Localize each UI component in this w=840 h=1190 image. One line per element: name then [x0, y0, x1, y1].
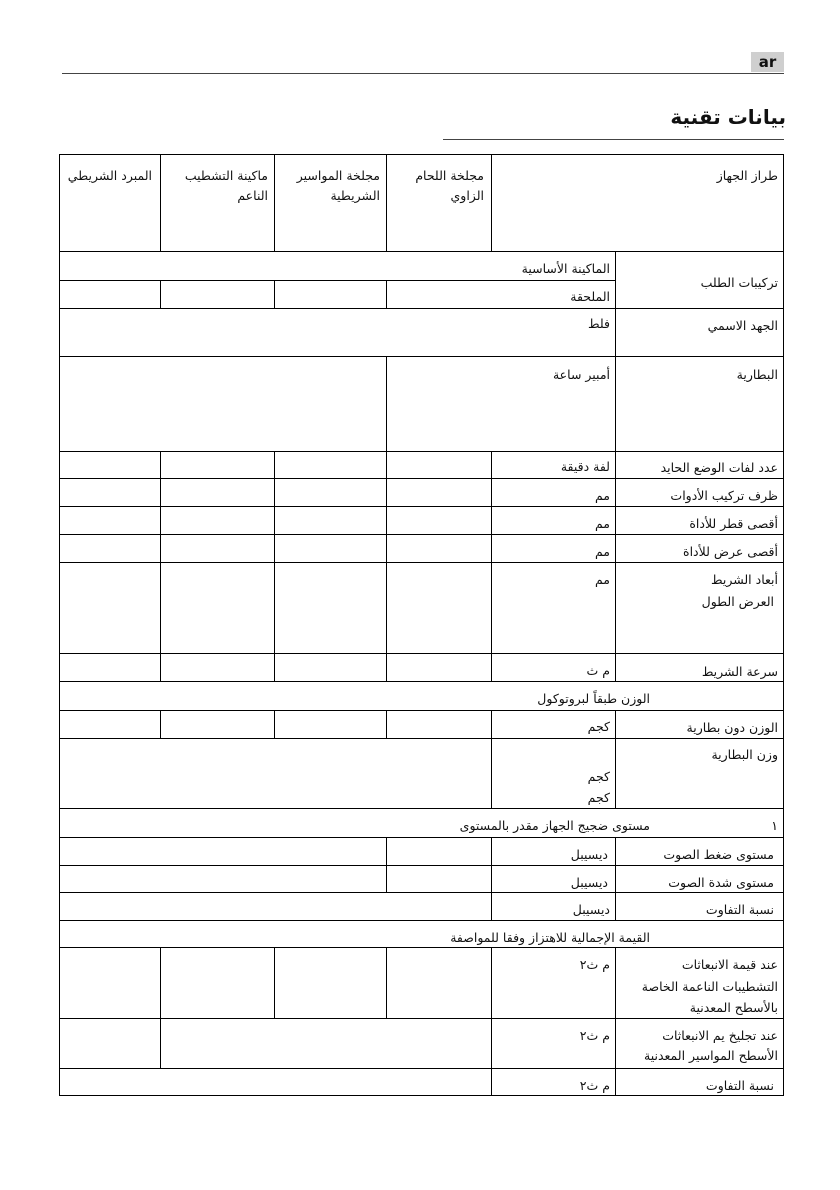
- unit-mm: مم: [594, 488, 610, 503]
- unit-volt: فلط: [588, 316, 610, 331]
- col-divider: [274, 947, 275, 1018]
- label-no-load-speed: عدد لفات الوضع الحايد: [660, 460, 778, 475]
- header-angle-grinder: مجلخة اللحام الزاوي: [415, 168, 484, 203]
- row-divider: [59, 280, 615, 281]
- unit-db: ديسيبل: [570, 847, 608, 862]
- col-divider: [615, 710, 616, 808]
- col-divider: [386, 837, 387, 892]
- row-divider: [59, 947, 784, 948]
- unit-kg: كجم: [587, 769, 610, 784]
- col-divider: [386, 356, 387, 681]
- label-weight-no-battery: الوزن دون بطارية: [686, 720, 778, 735]
- unit-kg: كجم: [587, 790, 610, 805]
- col-divider: [491, 1018, 492, 1096]
- col-divider: [274, 710, 275, 738]
- language-badge: ar: [751, 52, 784, 72]
- col-divider: [615, 947, 616, 1096]
- label-uncertainty: نسبة التفاوت: [705, 1078, 774, 1093]
- noise-index: ١: [771, 818, 778, 833]
- label-vibration-finishing: بالأسطح المعدنية: [689, 1000, 778, 1015]
- row-divider: [59, 837, 784, 838]
- row-divider: [59, 308, 784, 309]
- col-divider: [386, 947, 387, 1018]
- label-battery-weight: وزن البطارية: [711, 747, 778, 762]
- col-divider: [615, 837, 616, 920]
- col-divider: [386, 710, 387, 738]
- label-order-combinations: تركيبات الطلب: [700, 275, 778, 290]
- row-divider: [59, 653, 784, 654]
- col-divider: [274, 451, 275, 681]
- col-divider: [491, 837, 492, 920]
- col-divider: [274, 154, 275, 251]
- row-divider: [59, 808, 784, 809]
- unit-ms2: م ث٢: [579, 957, 610, 972]
- col-divider: [491, 154, 492, 251]
- header-belt-pipe-sander: مجلخة المواسير الشريطية: [296, 168, 380, 203]
- row-divider: [59, 681, 784, 682]
- col-divider: [160, 280, 161, 308]
- unit-m-s: م ث: [586, 663, 610, 678]
- label-weight-procedure: الوزن طبقاً لبروتوكول: [537, 691, 650, 706]
- unit-db: ديسيبل: [572, 902, 610, 917]
- col-divider: [160, 451, 161, 681]
- label-battery: البطارية: [736, 367, 778, 382]
- label-sound-pressure: مستوى ضغط الصوت: [663, 847, 774, 862]
- row-divider: [59, 451, 784, 452]
- col-divider: [160, 154, 161, 251]
- unit-mm: مم: [594, 516, 610, 531]
- unit-rpm: لفة دقيقة: [560, 459, 610, 474]
- label-vibration-pipes: عند تجليخ يم الانبعاثات: [662, 1028, 778, 1043]
- unit-amp-hour: أمبير ساعة: [552, 367, 610, 382]
- col-divider: [160, 710, 161, 738]
- row-divider: [59, 478, 784, 479]
- label-noise-level: مستوى ضجيج الجهاز مقدر بالمستوى: [459, 818, 650, 833]
- label-base-machine: الماكينة الأساسية: [521, 261, 610, 276]
- col-divider: [160, 947, 161, 1018]
- col-divider: [160, 1018, 161, 1068]
- label-belt-speed: سرعة الشريط: [701, 664, 778, 679]
- row-divider: [59, 356, 784, 357]
- col-divider: [491, 710, 492, 808]
- label-max-tool-width: أقصى عرض للأداة: [683, 544, 778, 559]
- col-divider: [615, 251, 616, 681]
- label-max-tool-diameter: أقصى قطر للأداة: [689, 516, 778, 531]
- page-title: بيانات تقنية: [670, 105, 786, 129]
- unit-mm: مم: [594, 544, 610, 559]
- unit-ms2: م ث٢: [579, 1028, 610, 1043]
- row-divider: [59, 1018, 784, 1019]
- col-divider: [386, 154, 387, 251]
- row-divider: [59, 738, 784, 739]
- row-divider: [59, 251, 784, 252]
- label-belt-dimensions: أبعاد الشريط: [710, 572, 778, 587]
- col-divider: [491, 947, 492, 1018]
- title-underline: [443, 139, 784, 140]
- header-belt-file: المبرد الشريطي: [67, 168, 152, 183]
- label-vibration-total: القيمة الإجمالية للاهتزاز وفقا للمواصفة: [450, 930, 650, 945]
- unit-kg: كجم: [587, 719, 610, 734]
- header-device-model: طراز الجهاز: [716, 168, 778, 183]
- spec-table: [59, 154, 784, 1096]
- row-divider: [59, 506, 784, 507]
- row-divider: [59, 562, 784, 563]
- col-divider: [491, 451, 492, 681]
- col-divider: [274, 280, 275, 308]
- label-vibration-finishing: التشطيبات الناعمة الخاصة: [641, 979, 778, 994]
- label-vibration-pipes: الأسطح المواسير المعدنية: [644, 1048, 778, 1063]
- label-width-length: العرض الطول: [701, 594, 774, 609]
- row-divider: [59, 710, 784, 711]
- unit-ms2: م ث٢: [579, 1078, 610, 1093]
- label-vibration-finishing: عند قيمة الانبعاثات: [681, 957, 778, 972]
- label-tool-thread: ظرف تركيب الأدوات: [670, 488, 778, 503]
- unit-db: ديسيبل: [570, 875, 608, 890]
- row-divider: [59, 534, 784, 535]
- row-divider: [59, 1068, 784, 1069]
- row-divider: [59, 865, 784, 866]
- label-sound-power: مستوى شدة الصوت: [668, 875, 774, 890]
- label-rated-voltage: الجهد الاسمي: [707, 318, 778, 333]
- label-uncertainty: نسبة التفاوت: [705, 902, 774, 917]
- col-divider: [386, 280, 387, 308]
- label-attachment: الملحقة: [570, 289, 610, 304]
- header-fine-finishing-machine: ماكينة التشطيب الناعم: [184, 168, 268, 203]
- unit-mm: مم: [594, 572, 610, 587]
- header-rule: [62, 73, 784, 74]
- row-divider: [59, 920, 784, 921]
